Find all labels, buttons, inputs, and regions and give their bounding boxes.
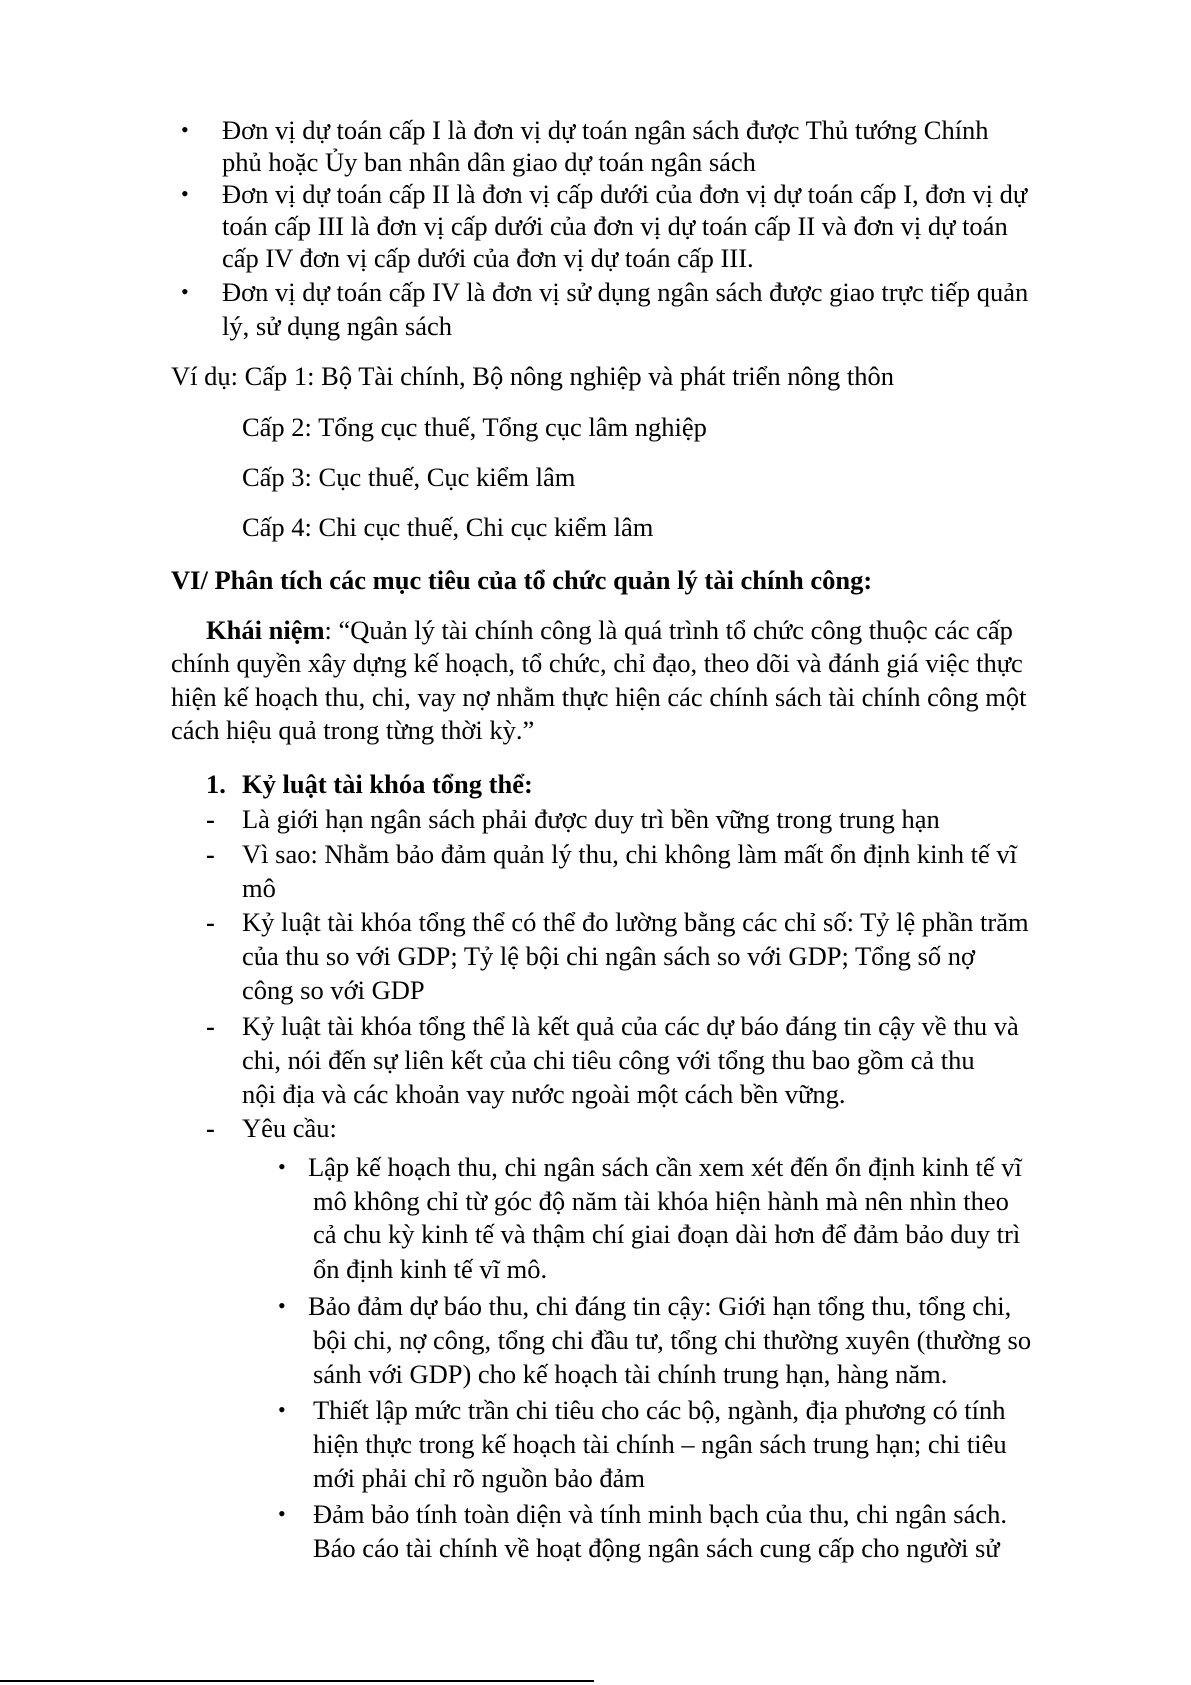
dash-3-line-2: của thu so với GDP; Tỷ lệ bội chi ngân sách so với GDP; Tổng số nợ bbox=[242, 941, 975, 971]
example-line-2: Cấp 2: Tổng cục thuế, Tổng cục lâm nghiệp bbox=[242, 412, 707, 442]
bullet-2-line-1: Đơn vị dự toán cấp II là đơn vị cấp dưới của đơn vị dự toán cấp I, đơn vị dự bbox=[222, 179, 1028, 209]
bullet-2-line-2: toán cấp III là đơn vị cấp dưới của đơn vị dự toán cấp II và đơn vị dự toán bbox=[222, 211, 1008, 241]
concept-line-4: cách hiệu quả trong từng thời kỳ.” bbox=[171, 715, 535, 745]
bullet-3-line-2: lý, sử dụng ngân sách bbox=[222, 311, 453, 341]
dash-1-line-1: Là giới hạn ngân sách phải được duy trì bền vững trong trung hạn bbox=[242, 804, 940, 834]
bullet-3-line-1: Đơn vị dự toán cấp IV là đơn vị sử dụng ngân sách được giao trực tiếp quản bbox=[222, 277, 1029, 307]
example-line-4: Cấp 4: Chi cục thuế, Chi cục kiểm lâm bbox=[242, 512, 654, 542]
req-4-line-2: Báo cáo tài chính về hoạt động ngân sách cung cấp cho người sử bbox=[313, 1533, 1000, 1563]
example-line-1: Ví dụ: Cấp 1: Bộ Tài chính, Bộ nông nghiệp và phát triển nông thôn bbox=[171, 361, 895, 391]
subheading-number: 1. bbox=[206, 769, 226, 799]
concept-line-1-text: : “Quản lý tài chính công là quá trình tổ chức công thuộc các cấp bbox=[324, 615, 1013, 645]
bullet-icon: • bbox=[278, 1293, 286, 1318]
req-1-line-2: mô không chỉ từ góc độ năm tài khóa hiện hành mà nên nhìn theo bbox=[313, 1186, 1009, 1216]
bullet-icon: • bbox=[278, 1397, 286, 1422]
req-2-line-3: sánh với GDP) cho kế hoạch tài chính trung hạn, hàng năm. bbox=[313, 1359, 948, 1389]
bullet-icon: • bbox=[181, 117, 189, 142]
concept-line-2: chính quyền xây dựng kế hoạch, tổ chức, chỉ đạo, theo dõi và đánh giá việc thực bbox=[171, 648, 1023, 678]
concept-line-1 bbox=[206, 614, 1013, 646]
dash-4-line-3: nội địa và các khoản vay nước ngoài một cách bền vững. bbox=[242, 1079, 846, 1109]
req-4-line-1: Đảm bảo tính toàn diện và tính minh bạch của thu, chi ngân sách. bbox=[313, 1499, 1007, 1529]
bullet-icon: • bbox=[278, 1154, 286, 1179]
bullet-icon: • bbox=[181, 181, 189, 206]
bullet-icon: • bbox=[278, 1501, 286, 1526]
subheading-text: Kỷ luật tài khóa tổng thể: bbox=[242, 769, 533, 799]
dash-marker: - bbox=[206, 804, 215, 834]
dash-marker: - bbox=[206, 1011, 215, 1041]
bullet-2-line-3: cấp IV đơn vị cấp dưới của đơn vị dự toán cấp III. bbox=[222, 243, 754, 273]
concept-label: Khái niệm bbox=[206, 615, 325, 645]
bullet-1-line-2: phủ hoặc Ủy ban nhân dân giao dự toán ngân sách bbox=[222, 147, 756, 177]
req-1-line-3: cả chu kỳ kinh tế và thậm chí giai đoạn dài hơn để đảm bảo duy trì bbox=[313, 1219, 1021, 1249]
req-3-line-1: Thiết lập mức trần chi tiêu cho các bộ, ngành, địa phương có tính bbox=[313, 1395, 1006, 1425]
section-heading: VI/ Phân tích các mục tiêu của tổ chức quản lý tài chính công: bbox=[171, 565, 873, 595]
dash-marker: - bbox=[206, 907, 215, 937]
dash-3-line-1: Kỷ luật tài khóa tổng thể có thể đo lường bằng các chỉ số: Tỷ lệ phần trăm bbox=[242, 907, 1029, 937]
req-2-line-2: bội chi, nợ công, tổng chi đầu tư, tổng chi thường xuyên (thường so bbox=[313, 1325, 1032, 1355]
concept-line-3: hiện kế hoạch thu, chi, vay nợ nhằm thực hiện các chính sách tài chính công một bbox=[171, 682, 1027, 712]
bullet-1-line-1: Đơn vị dự toán cấp I là đơn vị dự toán ngân sách được Thủ tướng Chính bbox=[222, 115, 989, 145]
dash-marker: - bbox=[206, 839, 215, 869]
dash-marker: - bbox=[206, 1113, 215, 1143]
example-line-3: Cấp 3: Cục thuế, Cục kiểm lâm bbox=[242, 462, 576, 492]
bullet-icon: • bbox=[181, 279, 189, 304]
dash-2-line-1: Vì sao: Nhằm bảo đảm quản lý thu, chi không làm mất ổn định kinh tế vĩ bbox=[242, 839, 1018, 869]
req-3-line-2: hiện thực trong kế hoạch tài chính – ngân sách trung hạn; chi tiêu bbox=[313, 1429, 1007, 1459]
req-1-line-4: ổn định kinh tế vĩ mô. bbox=[313, 1254, 548, 1284]
dash-5-line-1: Yêu cầu: bbox=[242, 1113, 337, 1143]
dash-4-line-2: chi, nói đến sự liên kết của chi tiêu công với tổng thu bao gồm cả thu bbox=[242, 1045, 975, 1075]
dash-2-line-2: mô bbox=[242, 873, 276, 903]
dash-4-line-1: Kỷ luật tài khóa tổng thể là kết quả của các dự báo đáng tin cậy về thu và bbox=[242, 1011, 1019, 1041]
req-2-line-1: Bảo đảm dự báo thu, chi đáng tin cậy: Giới hạn tổng thu, tổng chi, bbox=[308, 1291, 1012, 1321]
req-1-line-1: Lập kế hoạch thu, chi ngân sách cần xem xét đến ổn định kinh tế vĩ bbox=[308, 1152, 1022, 1182]
req-3-line-3: mới phải chỉ rõ nguồn bảo đảm bbox=[313, 1463, 645, 1493]
dash-3-line-3: công so với GDP bbox=[242, 975, 425, 1005]
footnote-separator bbox=[0, 1680, 594, 1682]
